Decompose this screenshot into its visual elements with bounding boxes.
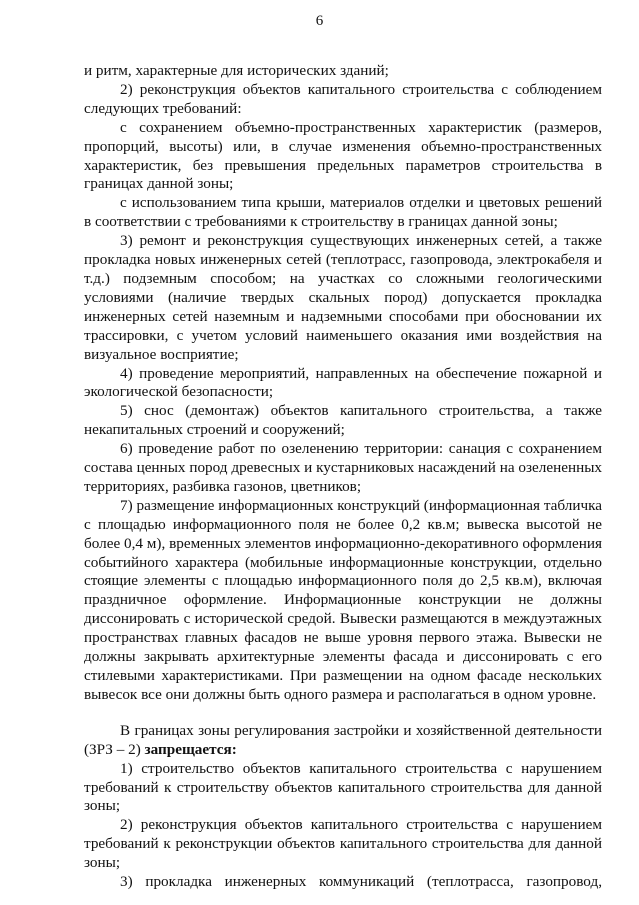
paragraph-item-3-engineering-networks: 3) ремонт и реконструкция существующих инженерных сетей, а также прокладка новых инженерных сетей (теплотрасс, газопровода, электрокабеля и т.д.) подземным способом; на участках со сложными геологическими условиями (наличие твердых скальных пород) допускается прокладка инженерных сетей наземным и надземными способами при обосновании их трассировки, с учетом условий наименьшего оказания ими воздействия на визуальное восприятие;	[84, 232, 602, 363]
zone-section-intro	[84, 722, 602, 760]
prohibited-item-1: 1) строительство объектов капитального строительства с нарушением требований к строительству объектов капитального строительства для данной зоны;	[84, 759, 602, 815]
paragraph-spacer	[84, 705, 602, 722]
prohibited-item-2: 2) реконструкция объектов капитального строительства с нарушением требований к реконструкции объектов капитального строительства для данной зоны;	[84, 816, 602, 872]
paragraph-item-4-safety: 4) проведение мероприятий, направленных на обеспечение пожарной и экологической безопасности;	[84, 364, 602, 401]
zone-intro-text: В границах зоны регулирования застройки и хозяйственной деятельности (ЗРЗ – 2)	[84, 721, 602, 758]
zone-intro-prohibited: запрещается:	[144, 740, 237, 758]
prohibited-item-3: 3) прокладка инженерных коммуникаций (теплотрасса, газопровод,	[120, 873, 602, 891]
paragraph-volume-preservation: с сохранением объемно-пространственных характеристик (размеров, пропорций, высоты) или, в случае изменения объемно-пространственных характеристик, без превышения предельных параметров строительства в границах данной зоны;	[84, 118, 602, 193]
page-number: 6	[315, 13, 324, 29]
paragraph-item-2-reconstruction: 2) реконструкция объектов капитального строительства с соблюдением следующих требований:	[84, 80, 602, 117]
paragraph-item-6-landscaping: 6) проведение работ по озеленению территории: санация с сохранением состава ценных пород древесных и кустарниковых насаждений на озелененных территориях, разбивка газонов, цветников;	[84, 440, 602, 495]
paragraph-roof-materials: с использованием типа крыши, материалов отделки и цветовых решений в соответствии с требованиями к строительству в границах данной зоны;	[84, 194, 602, 231]
paragraph-historic-rhythm: и ритм, характерные для исторических зданий;	[84, 62, 389, 79]
document-body	[84, 62, 602, 892]
paragraph-item-7-signage: 7) размещение информационных конструкций (информационная табличка с площадью информационного поля не более 0,2 кв.м; вывеска высотой не более 0,4 м), временных элементов информационно-декоративного оформления событийного характера (мобильные информационные конструкции, отдельно стоящие элементы с площадью информационного поля до 2,5 кв.м), включая праздничное оформление. Информационные конструкции не должны диссонировать с исторической средой. Вывески размещаются в междуэтажных пространствах главных фасадов не выше уровня первого этажа. Вывески не должны закрывать архитектурные элементы фасада и диссонировать с его стилевыми характеристиками. При размещении на одном фасаде нескольких вывесок все они должны быть одного размера и располагаться в одном уровне.	[84, 496, 602, 703]
paragraph-item-5-demolition: 5) снос (демонтаж) объектов капитального строительства, а также некапитальных строений и сооружений;	[84, 402, 602, 439]
